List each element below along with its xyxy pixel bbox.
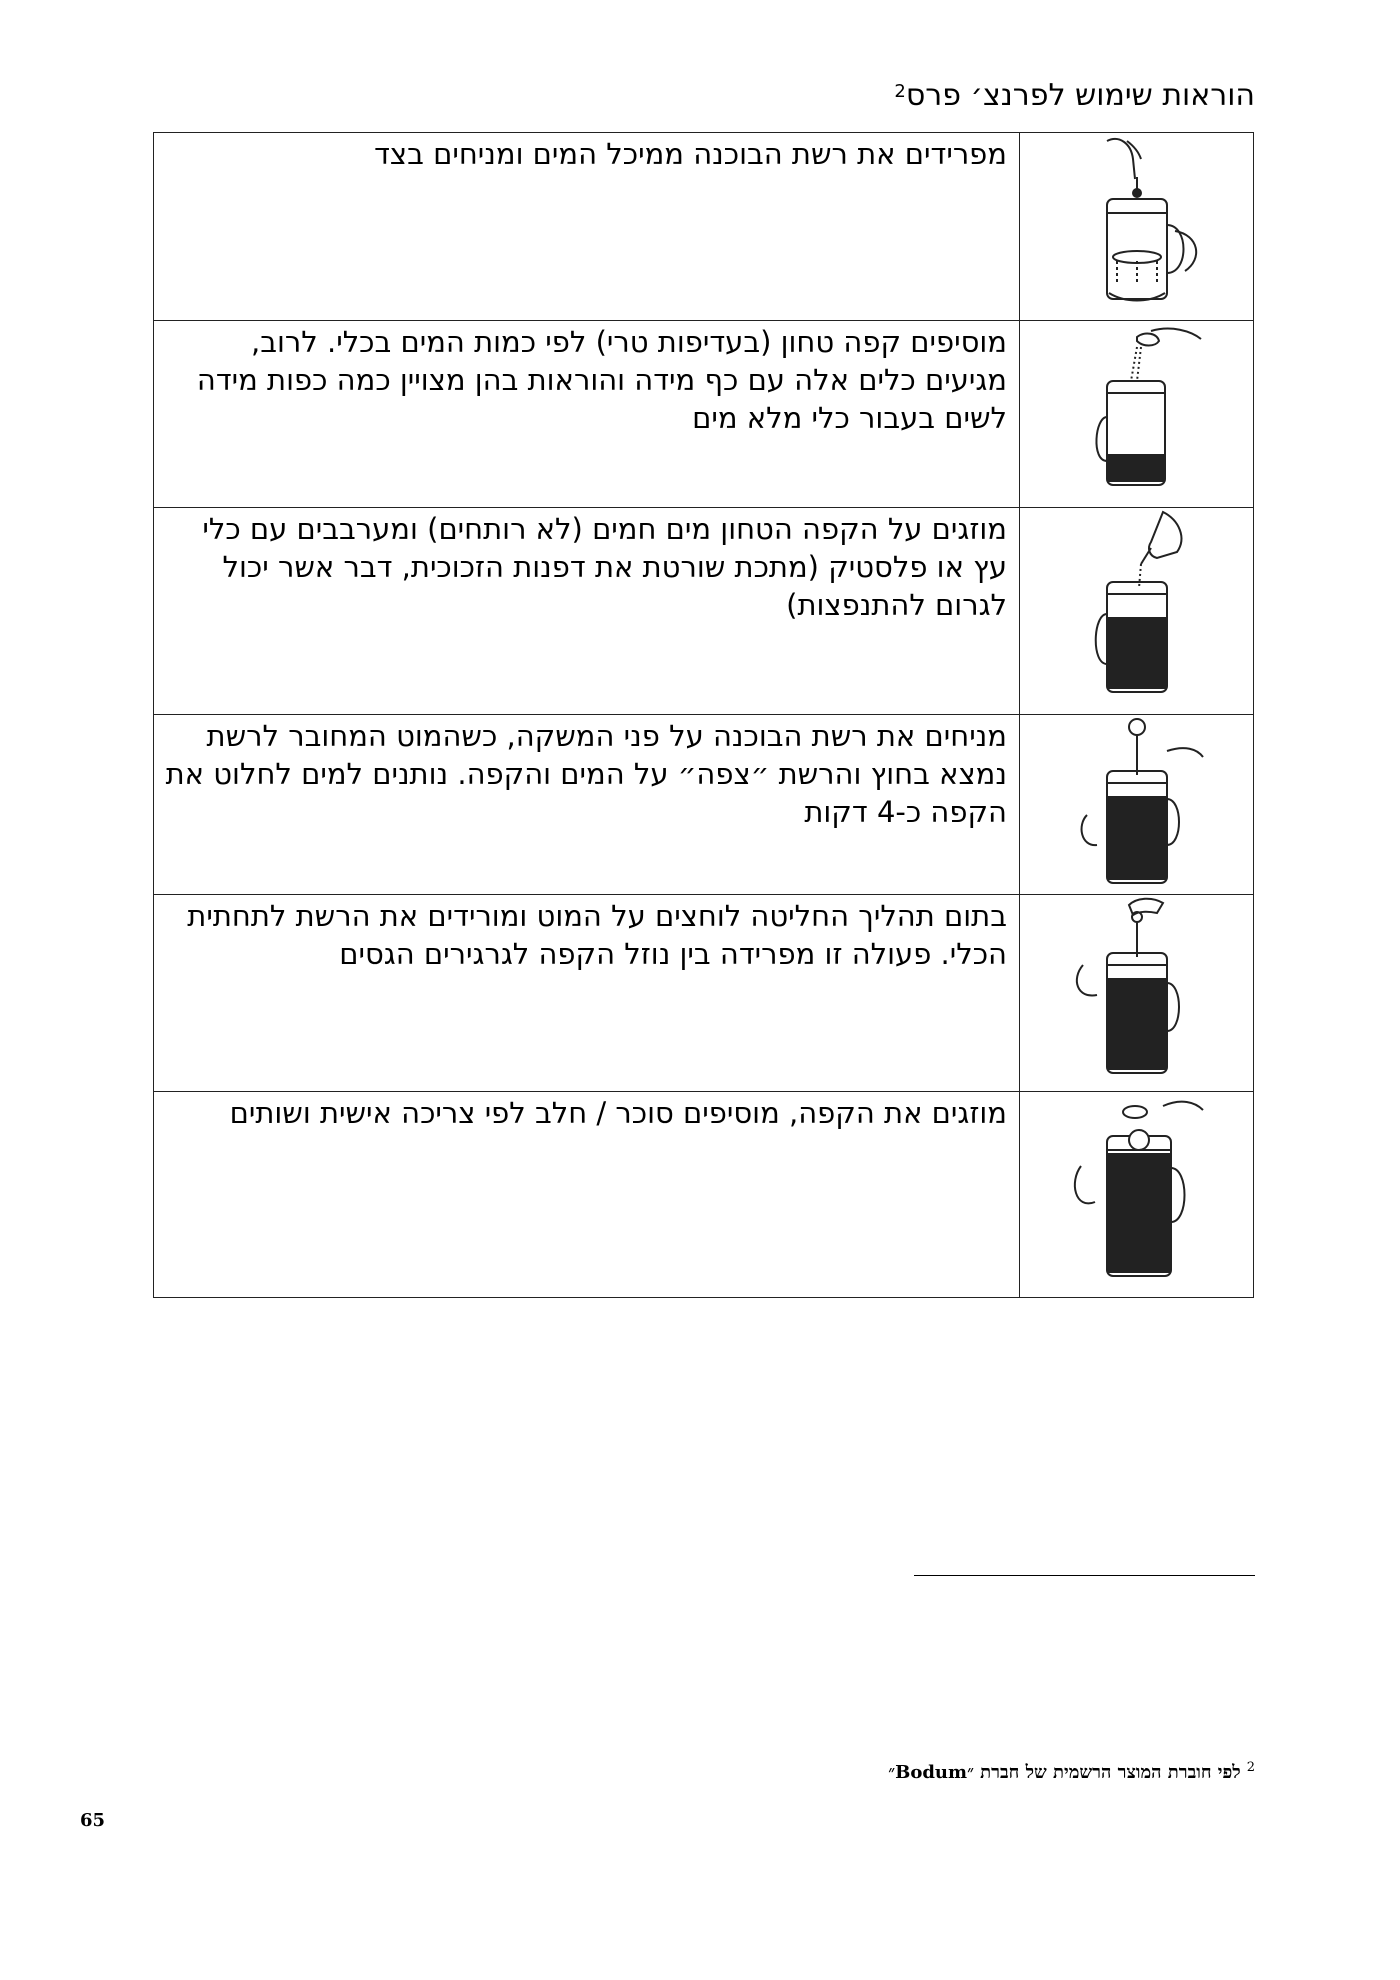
step-text: מוסיפים קפה טחון (בעדיפות טרי) לפי כמות המים בכלי. לרוב, מגיעים כלים אלה עם כף מידה והוראות בהן מצויין כמה כפות מידה לשים בעבור כלי מלא מים: [154, 321, 1020, 508]
footnote-marker: 2: [1246, 1760, 1255, 1775]
step-illustration-cell: [1020, 133, 1254, 321]
footnote-separator: [914, 1575, 1255, 1576]
step-text: מוזגים את הקפה, מוסיפים סוכר / חלב לפי צריכה אישית ושותים: [154, 1092, 1020, 1298]
step-illustration-cell: [1020, 895, 1254, 1092]
step-text: מוזגים על הקפה הטחון מים חמים (לא רותחים) ומערבבים עם כלי עץ או פלסטיק (מתכת שורטת את דפנות הזכוכית, דבר אשר יכול לגרום להתנפצות): [154, 508, 1020, 715]
french-press-press-plunger-icon: [1067, 895, 1207, 1081]
footnote: [888, 1760, 1255, 1783]
step-text: מפרידים את רשת הבוכנה ממיכל המים ומניחים בצד: [154, 133, 1020, 321]
french-press-pour-water-icon: [1067, 508, 1207, 698]
page-heading: [894, 78, 1255, 113]
table-row: [154, 895, 1254, 1092]
footnote-text: לפי חוברת המוצר הרשמית של חברת ״Bodum״: [888, 1762, 1241, 1783]
table-row: [154, 508, 1254, 715]
step-illustration-cell: [1020, 321, 1254, 508]
page-number: 65: [80, 1810, 106, 1831]
french-press-remove-plunger-icon: [1067, 133, 1207, 313]
table-row: [154, 1092, 1254, 1298]
table-row: [154, 133, 1254, 321]
french-press-serve-icon: [1067, 1092, 1207, 1288]
step-text: בתום תהליך החליטה לוחצים על המוט ומורידים את הרשת לתחתית הכלי. פעולה זו מפרידה בין נוזל הקפה לגרגירים הגסים: [154, 895, 1020, 1092]
step-illustration-cell: [1020, 1092, 1254, 1298]
step-illustration-cell: [1020, 715, 1254, 895]
step-illustration-cell: [1020, 508, 1254, 715]
instructions-table: [153, 132, 1254, 1298]
footnote-ref: 2: [894, 81, 906, 102]
french-press-add-coffee-icon: [1067, 321, 1207, 501]
step-text: מניחים את רשת הבוכנה על פני המשקה, כשהמוט המחובר לרשת נמצא בחוץ והרשת ״צפה״ על המים והקפה. נותנים למים לחלוט את הקפה כ-4 דקות: [154, 715, 1020, 895]
table-row: [154, 715, 1254, 895]
french-press-steep-icon: [1067, 715, 1207, 891]
page-heading-text: הוראות שימוש לפרנצ׳ פרס: [905, 78, 1255, 113]
table-row: [154, 321, 1254, 508]
